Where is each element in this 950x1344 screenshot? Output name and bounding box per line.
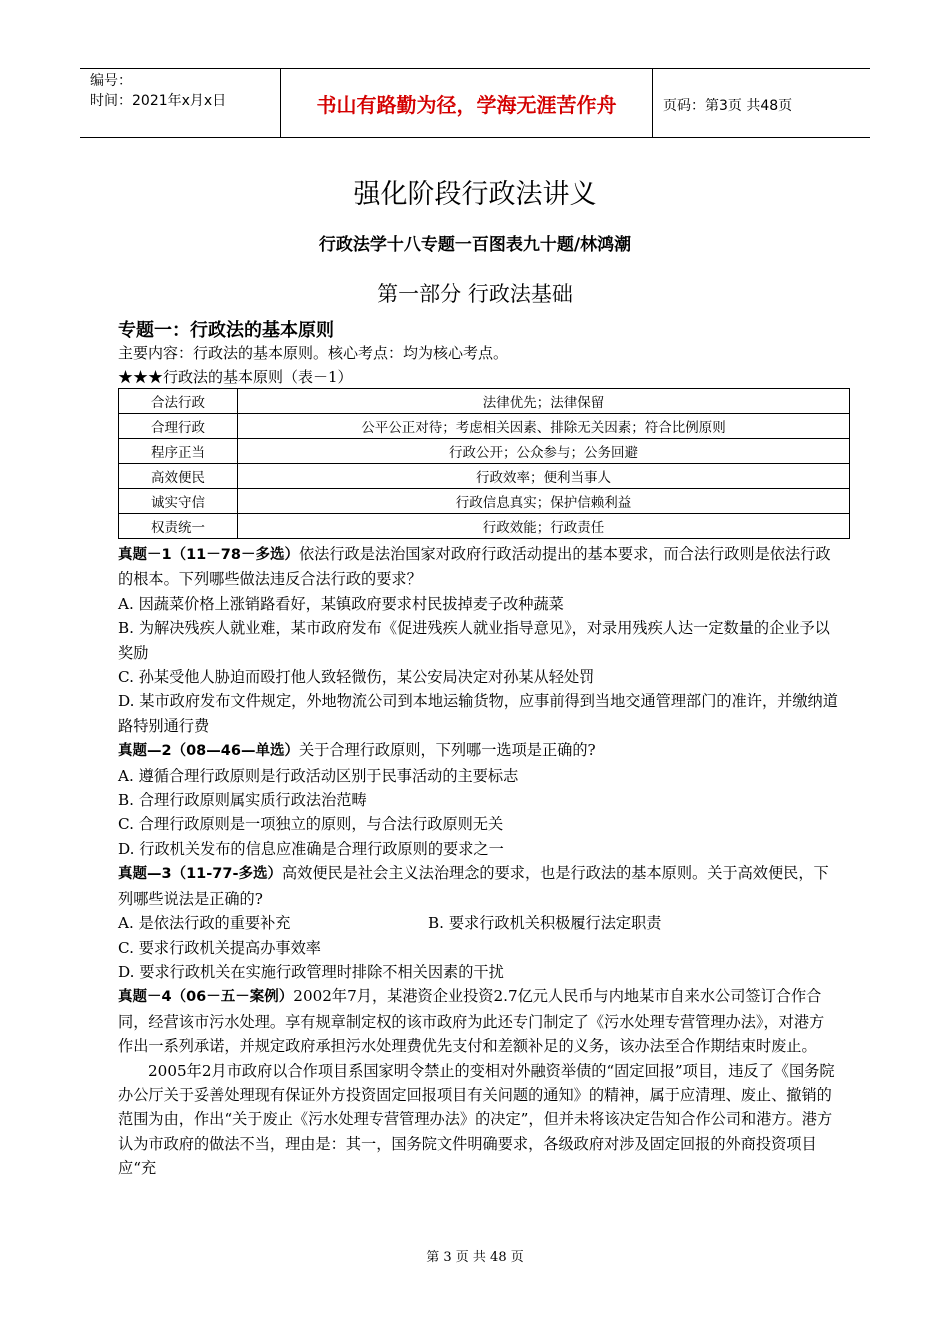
time-label: 时间：2021年x月x日 (90, 93, 227, 109)
principles-table (118, 388, 850, 539)
principle-content: 法律优先；法律保留 (238, 389, 850, 414)
principle-content: 行政公开；公众参与；公务回避 (238, 439, 850, 464)
question-text: 高效便民是社会主义法治理念的要求，也是行政法的基本原则。关于高效便民，下列哪些说法是正确的? (118, 864, 829, 908)
header-motto: 书山有路勤为径，学海无涯苦作舟 (281, 69, 653, 137)
principle-content: 公平公正对待；考虑相关因素、排除无关因素；符合比例原则 (238, 414, 850, 439)
question-tag: 真题－4（06－五－案例） (118, 989, 294, 1006)
question-2-stem (118, 738, 838, 763)
options-row (118, 911, 838, 935)
topic-heading: 专题一：行政法的基本原则 (118, 320, 334, 341)
table-row (119, 389, 850, 414)
option-b: B. 要求行政机关积极履行法定职责 (428, 914, 662, 933)
main-content-line: 主要内容：行政法的基本原则。核心考点：均为核心考点。 (118, 344, 509, 362)
option-c: C. 孙某受他人胁迫而殴打他人致轻微伤，某公安局决定对孙某从轻处罚 (118, 668, 595, 687)
document-title: 强化阶段行政法讲义 (353, 179, 597, 210)
table-row (119, 414, 850, 439)
page-footer: 第 3 页 共 48 页 (426, 1250, 524, 1265)
principle-content: 行政信息真实；保护信赖利益 (238, 489, 850, 514)
question-3-stem (118, 861, 838, 911)
question-text: 关于合理行政原则，下列哪一选项是正确的? (298, 741, 596, 760)
principle-name: 权责统一 (119, 514, 238, 539)
option-d: D. 要求行政机关在实施行政管理时排除不相关因素的干扰 (118, 962, 504, 981)
question-text: 2002年7月，某港资企业投资2.7亿元人民币与内地某市自来水公司签订合作合同，经营该市污水处理。享有规章制定权的该市政府为此还专门制定了《污水处理专营管理办法》，对港方作出一系列承诺，并规定政府承担污水处理费优先支付和差额补足的义务，该办法至合作期结束时废止。 (118, 987, 825, 1056)
principle-content: 行政效能；行政责任 (238, 514, 850, 539)
principle-content: 行政效率；便利当事人 (238, 464, 850, 489)
principle-name: 合理行政 (119, 414, 238, 439)
option-d: D. 行政机关发布的信息应准确是合理行政原则的要求之一 (118, 839, 504, 858)
question-4-stem (118, 984, 838, 1058)
table-row (119, 489, 850, 514)
principle-name: 合法行政 (119, 389, 238, 414)
principle-name: 诚实守信 (119, 489, 238, 514)
header-page-label: 页码：第3页 共48页 (663, 98, 793, 114)
option-d: D. 某市政府发布文件规定，外地物流公司到本地运输货物，应事前得到当地交通管理部门的准许，并缴纳道路特别通行费 (118, 692, 838, 735)
table-row (119, 439, 850, 464)
option-b: B. 合理行政原则属实质行政法治范畴 (118, 791, 367, 810)
code-label: 编号： (90, 73, 132, 89)
option-b: B. 为解决残疾人就业难，某市政府发布《促进残疾人就业指导意见》，对录用残疾人达一定数量的企业予以奖励 (118, 619, 830, 662)
page-header (80, 68, 870, 138)
document-subtitle: 行政法学十八专题一百图表九十题/林鸿潮 (318, 235, 632, 255)
option-a: A. 因蔬菜价格上涨销路看好，某镇政府要求村民拔掉麦子改种蔬菜 (118, 594, 564, 613)
question-tag: 真题—3（11-77-多选） (118, 866, 282, 883)
principle-name: 高效便民 (119, 464, 238, 489)
question-tag: 真题－1（11－78－多选） (118, 547, 299, 563)
table-row (119, 464, 850, 489)
option-a: A. 是依法行政的重要补充 (118, 914, 291, 933)
table-caption: ★★★行政法的基本原则（表－1） (118, 368, 353, 386)
case-paragraph: 2005年2月市政府以合作项目系国家明令禁止的变相对外融资举债的“固定回报”项目，违反了《国务院办公厅关于妥善处理现有保证外方投资固定回报项目有关问题的通知》的精神，属于应清理、废止、撤销的范围为由，作出“关于废止《污水处理专营管理办法》的决定”，但并未将该决定告知合作公司和港方。港方认为市政府的做法不当，理由是：其一，国务院文件明确要求，各级政府对涉及固定回报的外商投资项目应“充 (118, 1061, 835, 1178)
options-row (118, 936, 838, 960)
header-meta (80, 69, 281, 137)
table-row (119, 514, 850, 539)
option-a: A. 遵循合理行政原则是行政活动区别于民事活动的主要标志 (118, 766, 519, 785)
option-c: C. 合理行政原则是一项独立的原则，与合法行政原则无关 (118, 815, 504, 834)
question-1-stem (118, 542, 838, 592)
question-tag: 真题—2（08—46—单选） (118, 743, 299, 760)
question-text: 依法行政是法治国家对政府行政活动提出的基本要求，而合法行政则是依法行政的根本。下列哪些做法违反合法行政的要求？ (118, 545, 831, 589)
principle-name: 程序正当 (119, 439, 238, 464)
option-c: C. 要求行政机关提高办事效率 (118, 938, 321, 957)
questions-body (118, 542, 838, 1181)
part-heading: 第一部分 行政法基础 (377, 282, 573, 306)
